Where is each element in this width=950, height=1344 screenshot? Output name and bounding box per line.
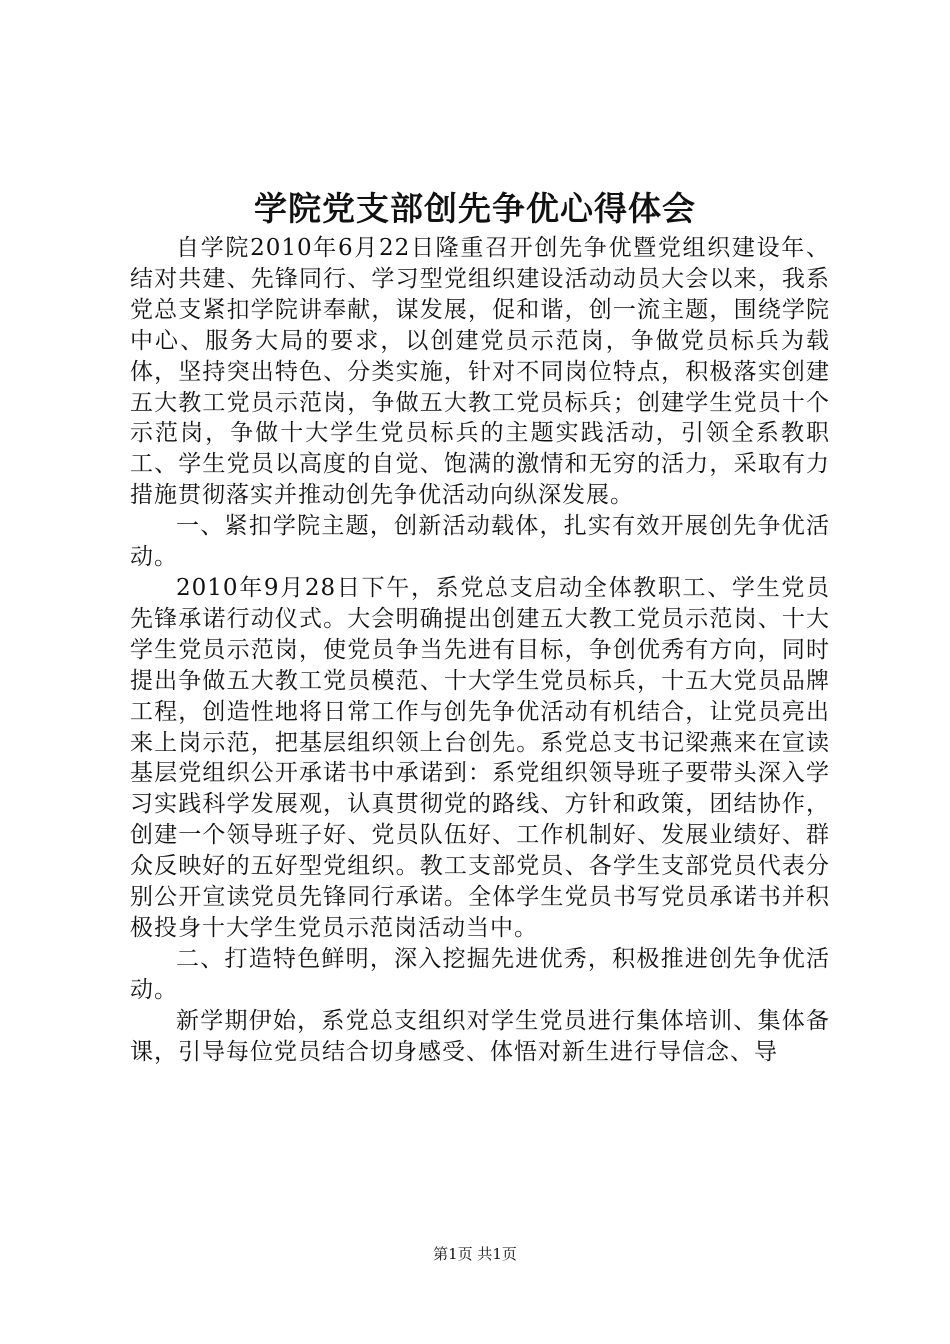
paragraph-section-1: 2010年9月28日下午，系党总支启动全体教职工、学生党员先锋承诺行动仪式。大会明确提出创建五大教工党员示范岗、十大学生党员示范岗，使党员争当先进有目标，争创优秀有方向，同时提出争做五大教工党员模范、十大学生党员标兵，十五大党员品牌工程，创造性地将日常工作与创先争优活动有机结合，让党员亮出来上岗示范，把基层组织领上台创先。系党总支书记梁燕来在宣读基层党组织公开承诺书中承诺到：系党组织领导班子要带头深入学习实践科学发展观，认真贯彻党的路线、方针和政策，团结协作，创建一个领导班子好、党员队伍好、工作机制好、发展业绩好、群众反映好的五好型党组织。教工支部党员、各学生支部党员代表分别公开宣读党员先锋同行承诺。全体学生党员书写党员承诺书并积极投身十大学生党员示范岗活动当中。 xyxy=(130,574,830,941)
section-heading-2: 二、打造特色鲜明，深入挖掘先进优秀，积极推进创先争优活动。 xyxy=(130,945,830,1003)
paragraph-intro: 自学院2010年6月22日隆重召开创先争优暨党组织建设年、结对共建、先锋同行、学习型党组织建设活动动员大会以来，我系党总支紧扣学院讲奉献，谋发展，促和谐，创一流主题，围绕学院中心、服务大局的要求，以创建党员示范岗，争做党员标兵为载体，坚持突出特色、分类实施，针对不同岗位特点，积极落实创建五大教工党员示范岗，争做五大教工党员标兵；创建学生党员十个示范岗，争做十大学生党员标兵的主题实践活动，引领全系教职工、学生党员以高度的自觉、饱满的激情和无穷的活力，采取有力措施贯彻落实并推动创先争优活动向纵深发展。 xyxy=(130,235,830,509)
section-heading-1: 一、紧扣学院主题，创新活动载体，扎实有效开展创先争优活动。 xyxy=(130,513,830,571)
document-title: 学院党支部创先争优心得体会 xyxy=(254,189,696,228)
page-footer: 第1页 共1页 xyxy=(433,1245,517,1263)
paragraph-section-2: 新学期伊始，系党总支组织对学生党员进行集体培训、集体备课，引导每位党员结合切身感受、体悟对新生进行导信念、导 xyxy=(130,1007,830,1065)
document-body xyxy=(130,233,830,1067)
